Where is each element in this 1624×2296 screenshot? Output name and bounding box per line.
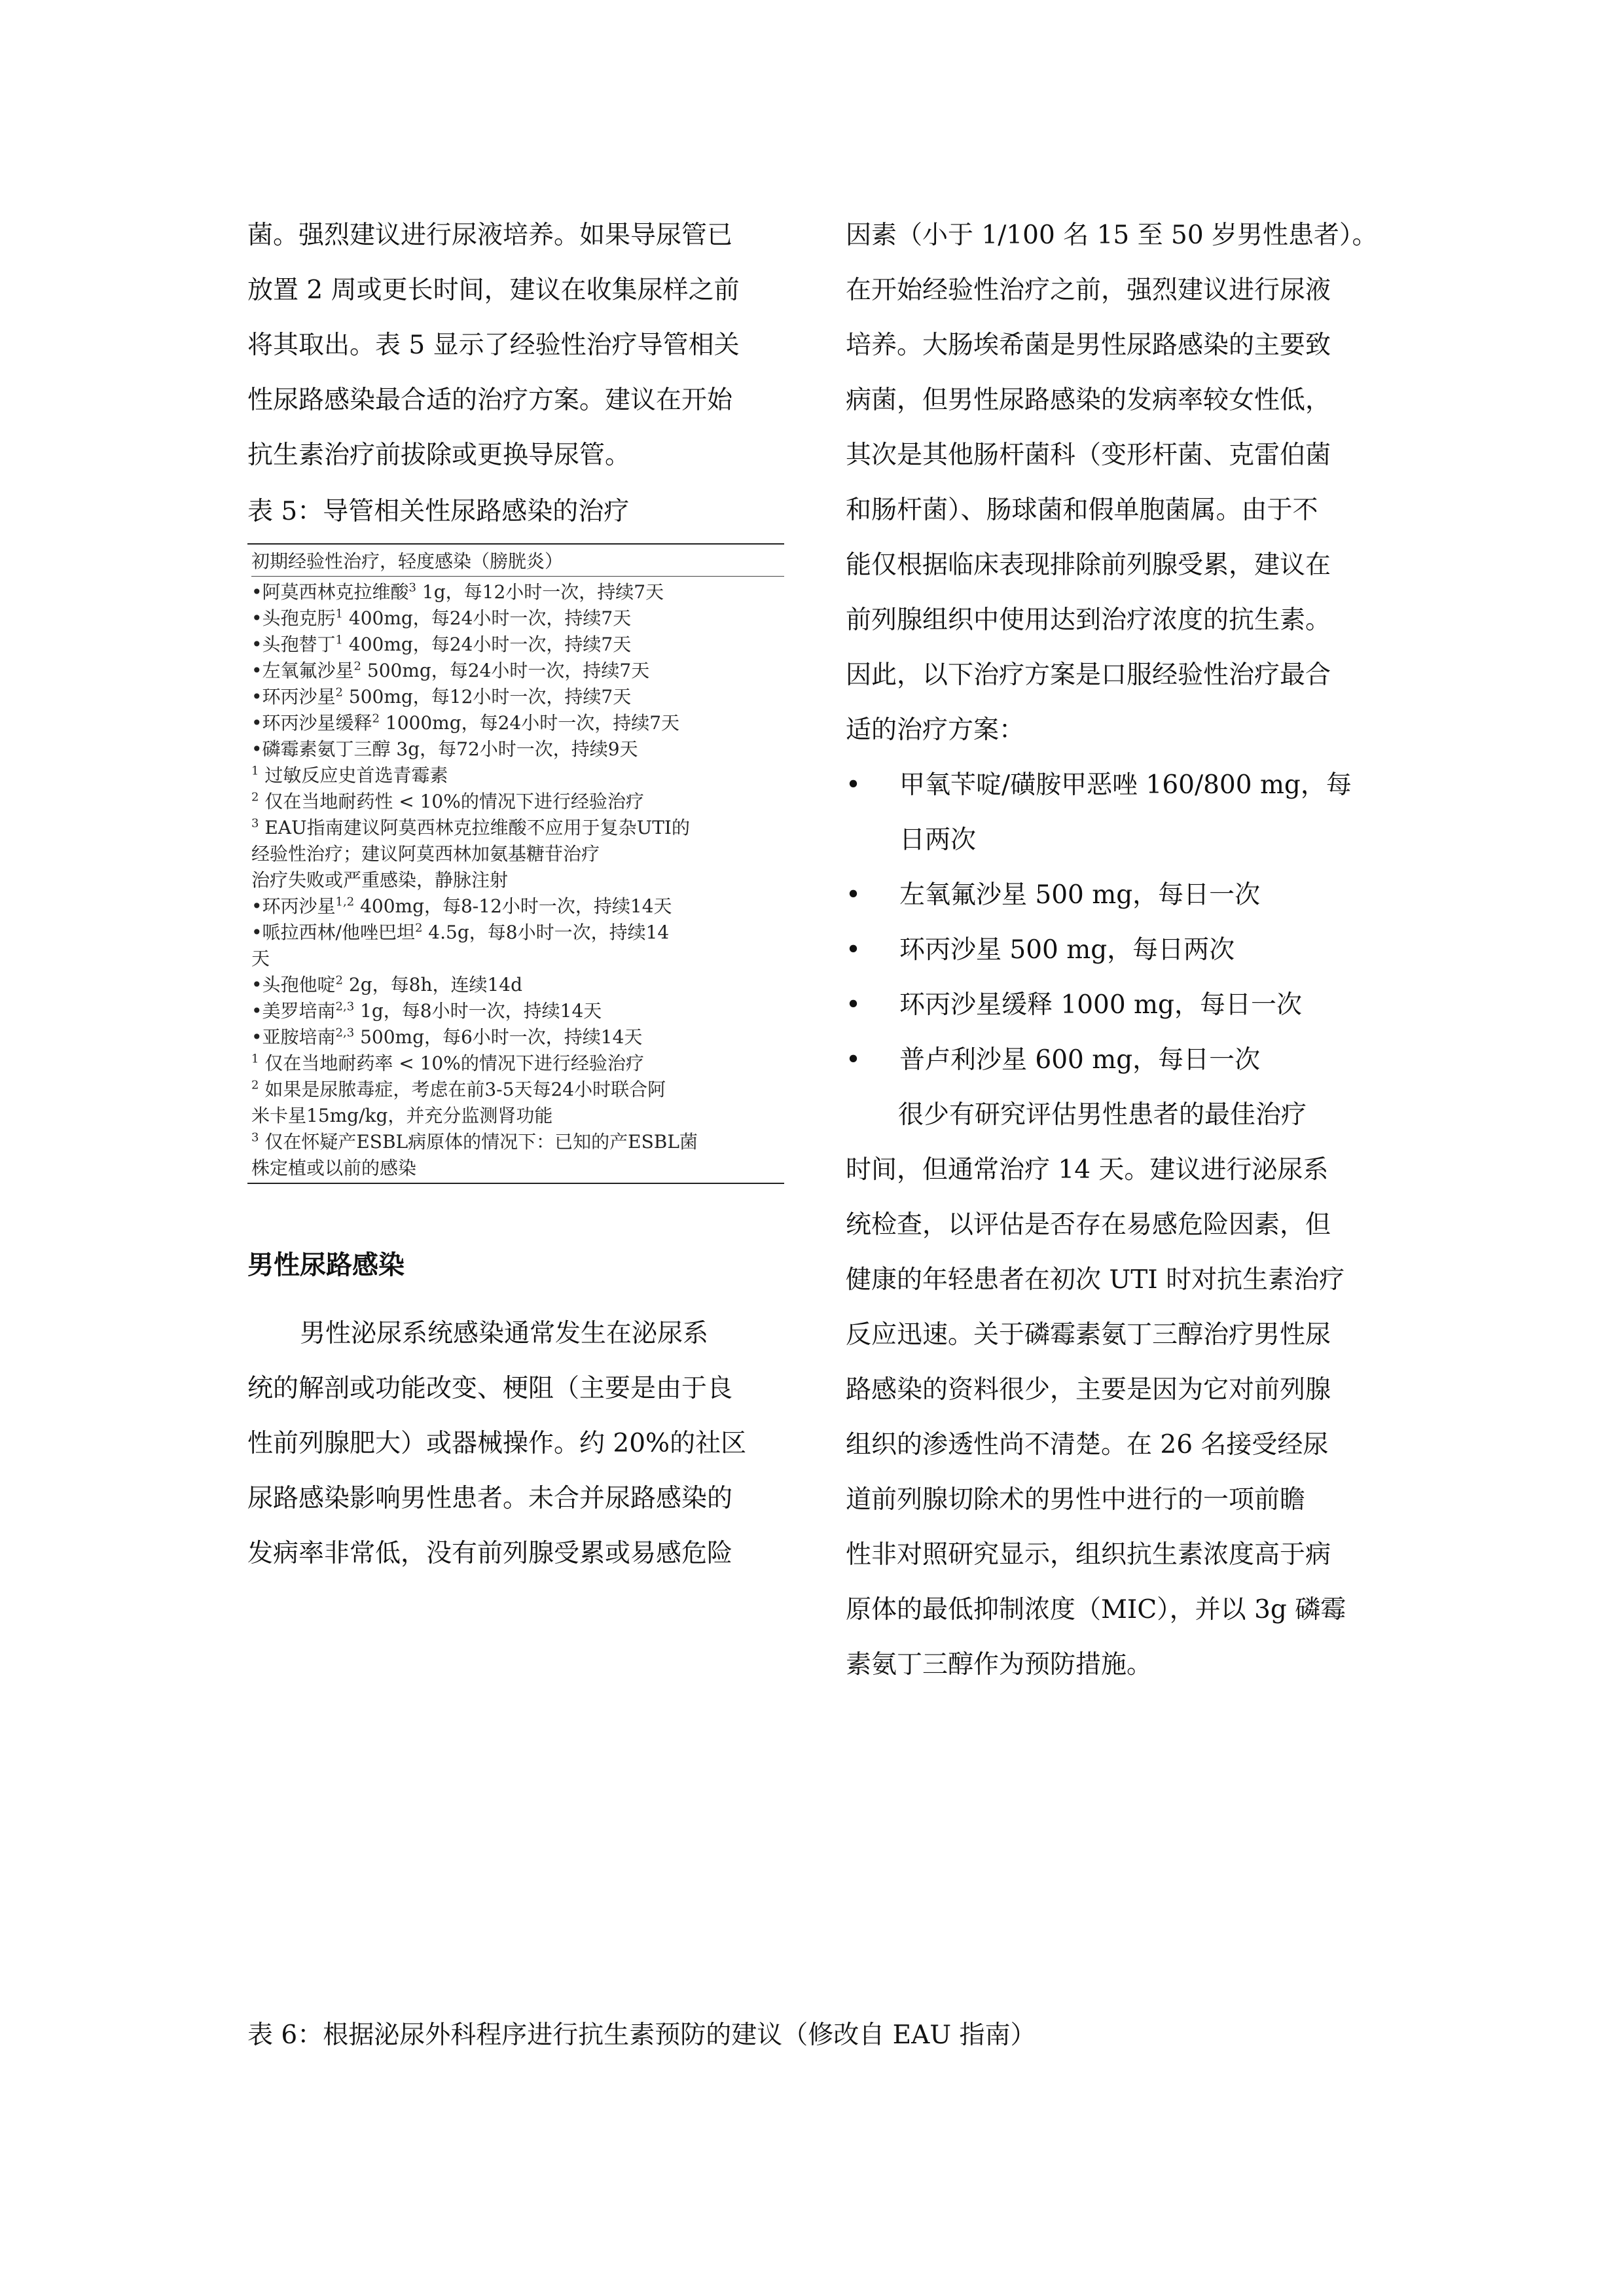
table-row [251, 1103, 784, 1129]
row-footnote-mark: 2 [251, 790, 259, 804]
list-item-text: 日两次 [899, 825, 977, 855]
table-row [251, 867, 784, 893]
text-line: 素氨丁三醇作为预防措施。 [846, 1650, 1153, 1679]
text-line: 前列腺组织中使用达到治疗浓度的抗生素。 [846, 605, 1331, 635]
text-line: 适的治疗方案： [846, 715, 1025, 745]
table-row [251, 972, 784, 998]
row-detail: 400mg，每24小时一次，持续7天 [342, 607, 632, 629]
table-row [251, 1050, 784, 1077]
text-line: 病菌，但男性尿路感染的发病率较女性低， [846, 386, 1331, 415]
table-row [251, 998, 784, 1024]
male-uti-paragraph [247, 1306, 784, 1581]
list-item-text: 普卢利沙星 600 mg，每日一次 [899, 1045, 1261, 1075]
row-text: •阿莫西林克拉维酸 [251, 581, 409, 603]
text-line: 发病率非常低，没有前列腺受累或易感危险 [247, 1539, 733, 1568]
text-line: 路感染的资料很少，主要是因为它对前列腺 [846, 1375, 1331, 1405]
table-row [251, 1155, 784, 1181]
table-row [251, 736, 784, 762]
table-row [251, 684, 784, 710]
right-column [846, 208, 1389, 1693]
text-line: 反应迅速。关于磷霉素氨丁三醇治疗男性尿 [846, 1320, 1331, 1350]
row-detail: 仅在当地耐药率 < 10%的情况下进行经验治疗 [259, 1052, 644, 1074]
row-detail: 过敏反应史首选青霉素 [259, 764, 448, 786]
row-text: •磷霉素氨丁三醇 3g，每72小时一次，持续9天 [251, 738, 638, 760]
row-text: •环丙沙星缓释 [251, 712, 372, 734]
list-item-text: 环丙沙星缓释 1000 mg，每日一次 [899, 990, 1302, 1020]
row-text: 米卡星15mg/kg，并充分监测肾功能 [251, 1105, 553, 1126]
row-detail: 500mg，每12小时一次，持续7天 [342, 686, 632, 708]
text-line: 在开始经验性治疗之前，强烈建议进行尿液 [846, 276, 1331, 305]
row-footnote-mark: 2,3 [335, 999, 355, 1014]
row-detail: 仅在怀疑产ESBL病原体的情况下：已知的产ESBL菌 [259, 1131, 698, 1153]
table6-caption: 表 6：根据泌尿外科程序进行抗生素预防的建议（修改自 EAU 指南） [247, 2020, 1036, 2050]
section-heading: 男性尿路感染 [247, 1250, 405, 1280]
table-row [251, 893, 784, 920]
table-row [251, 1077, 784, 1103]
row-text: •左氧氟沙星 [251, 660, 354, 681]
row-text: 天 [251, 948, 270, 969]
list-item [846, 868, 1389, 923]
row-detail: 500mg，每6小时一次，持续14天 [354, 1026, 643, 1048]
row-text: 经验性治疗；建议阿莫西林加氨基糖苷治疗 [251, 843, 600, 865]
row-text: •亚胺培南 [251, 1026, 336, 1048]
table-row [251, 710, 784, 736]
row-footnote-mark: 1,2 [335, 895, 355, 909]
row-footnote-mark: 2 [353, 659, 361, 673]
list-item [846, 758, 1389, 868]
text-line: 性尿路感染最合适的治疗方案。建议在开始 [247, 386, 733, 415]
text-line: 因此，以下治疗方案是口服经验性治疗最合 [846, 660, 1331, 690]
table-row [251, 1024, 784, 1050]
table-row [251, 579, 784, 605]
text-line: 能仅根据临床表现排除前列腺受累，建议在 [846, 550, 1331, 580]
row-text: •环丙沙星 [251, 895, 336, 917]
row-footnote-mark: 3 [251, 816, 259, 831]
table-row [251, 605, 784, 632]
text-line: 其次是其他肠杆菌科（变形杆菌、克雷伯菌 [846, 440, 1331, 470]
row-detail: 1g，每12小时一次，持续7天 [416, 581, 664, 603]
text-line: 统的解剖或功能改变、梗阻（主要是由于良 [247, 1374, 733, 1403]
table-row [251, 658, 784, 684]
intro-paragraph [247, 208, 784, 483]
row-text: •环丙沙星 [251, 686, 336, 708]
row-footnote-mark: 2 [372, 711, 380, 726]
row-footnote-mark: 1 [335, 607, 343, 621]
row-text: 株定植或以前的感染 [251, 1157, 417, 1179]
row-detail: 400mg，每8-12小时一次，持续14天 [354, 895, 672, 917]
list-item-text: 环丙沙星 500 mg，每日两次 [899, 935, 1235, 965]
row-footnote-mark: 2 [335, 973, 343, 988]
table-row [251, 789, 784, 815]
row-footnote-mark: 2,3 [335, 1026, 355, 1040]
row-footnote-mark: 2 [414, 921, 423, 935]
text-line: 放置 2 周或更长时间，建议在收集尿样之前 [247, 276, 740, 305]
row-text: 治疗失败或严重感染，静脉注射 [251, 869, 509, 891]
text-line: 将其取出。表 5 显示了经验性治疗导管相关 [247, 331, 740, 360]
text-line: 男性泌尿系统感染通常发生在泌尿系 [300, 1319, 709, 1348]
row-detail: 如果是尿脓毒症，考虑在前3-5天每24小时联合阿 [259, 1079, 666, 1100]
list-item [846, 923, 1389, 978]
row-footnote-mark: 2 [335, 685, 343, 700]
row-detail: 2g，每8h，连续14d [342, 974, 523, 996]
row-footnote-mark: 1 [335, 633, 343, 647]
row-footnote-mark: 2 [251, 1078, 259, 1092]
bullet-icon: • [846, 1045, 861, 1075]
list-item [846, 978, 1389, 1033]
list-item-text: 左氧氟沙星 500 mg，每日一次 [899, 880, 1261, 910]
text-line: 组织的渗透性尚不清楚。在 26 名接受经尿 [846, 1430, 1329, 1460]
text-line: 性非对照研究显示，组织抗生素浓度高于病 [846, 1540, 1331, 1570]
row-detail: 仅在当地耐药性 < 10%的情况下进行经验治疗 [259, 791, 644, 812]
text-line: 统检查，以评估是否存在易感危险因素，但 [846, 1210, 1331, 1240]
row-detail: 4.5g，每8小时一次，持续14 [422, 922, 670, 943]
bullet-icon: • [846, 880, 861, 910]
row-detail: 1000mg，每24小时一次，持续7天 [379, 712, 680, 734]
table-row [251, 841, 784, 867]
bullet-icon: • [846, 990, 861, 1020]
row-text: •头孢克肟 [251, 607, 336, 629]
row-detail: 400mg，每24小时一次，持续7天 [342, 634, 632, 655]
table5-caption: 表 5：导管相关性尿路感染的治疗 [247, 497, 630, 526]
row-text: •哌拉西林/他唑巴坦 [251, 922, 415, 943]
table-row [251, 762, 784, 789]
row-text: •美罗培南 [251, 1000, 336, 1022]
list-item-text: 甲氧苄啶/磺胺甲恶唑 160/800 mg，每 [899, 770, 1352, 800]
row-footnote-mark: 1 [251, 1052, 259, 1066]
left-column [247, 208, 784, 1581]
row-footnote-mark: 3 [251, 1130, 259, 1145]
text-line: 很少有研究评估男性患者的最佳治疗 [898, 1100, 1307, 1130]
text-line: 培养。大肠埃希菌是男性尿路感染的主要致 [846, 331, 1331, 360]
text-line: 性前列腺肥大）或器械操作。约 20%的社区 [247, 1429, 747, 1458]
bullet-icon: • [846, 935, 861, 965]
risk-factors-paragraph [846, 208, 1389, 758]
row-footnote-mark: 1 [251, 764, 259, 778]
row-footnote-mark: 3 [408, 581, 416, 595]
text-line: 原体的最低抑制浓度（MIC），并以 3g 磷霉 [846, 1595, 1346, 1624]
text-line: 道前列腺切除术的男性中进行的一项前瞻 [846, 1485, 1306, 1515]
table-row [251, 1129, 784, 1155]
table-row [251, 946, 784, 972]
row-text: 初期经验性治疗，轻度感染（膀胱炎） [251, 550, 564, 572]
text-line: 菌。强烈建议进行尿液培养。如果导尿管已 [247, 221, 733, 250]
text-line: 时间，但通常治疗 14 天。建议进行泌尿系 [846, 1155, 1329, 1185]
text-line: 抗生素治疗前拔除或更换导尿管。 [247, 440, 631, 470]
table-row [251, 548, 784, 577]
row-text: •头孢替丁 [251, 634, 336, 655]
row-detail: 1g，每8小时一次，持续14天 [354, 1000, 602, 1022]
row-text: •头孢他啶 [251, 974, 336, 996]
text-line: 因素（小于 1/100 名 15 至 50 岁男性患者）。 [846, 221, 1378, 250]
table5 [247, 543, 784, 1184]
text-line: 和肠杆菌）、肠球菌和假单胞菌属。由于不 [846, 495, 1318, 525]
row-detail: EAU指南建议阿莫西林克拉维酸不应用于复杂UTI的 [259, 817, 690, 838]
list-item [846, 1033, 1389, 1088]
text-line: 健康的年轻患者在初次 UTI 时对抗生素治疗 [846, 1265, 1345, 1295]
row-detail: 500mg，每24小时一次，持续7天 [361, 660, 650, 681]
bullet-icon: • [846, 770, 861, 800]
table-row [251, 632, 784, 658]
duration-paragraph [846, 1088, 1389, 1693]
table-row [251, 920, 784, 946]
oral-regimen-list [846, 758, 1389, 1088]
text-line: 尿路感染影响男性患者。未合并尿路感染的 [247, 1484, 733, 1513]
table-row [251, 815, 784, 841]
